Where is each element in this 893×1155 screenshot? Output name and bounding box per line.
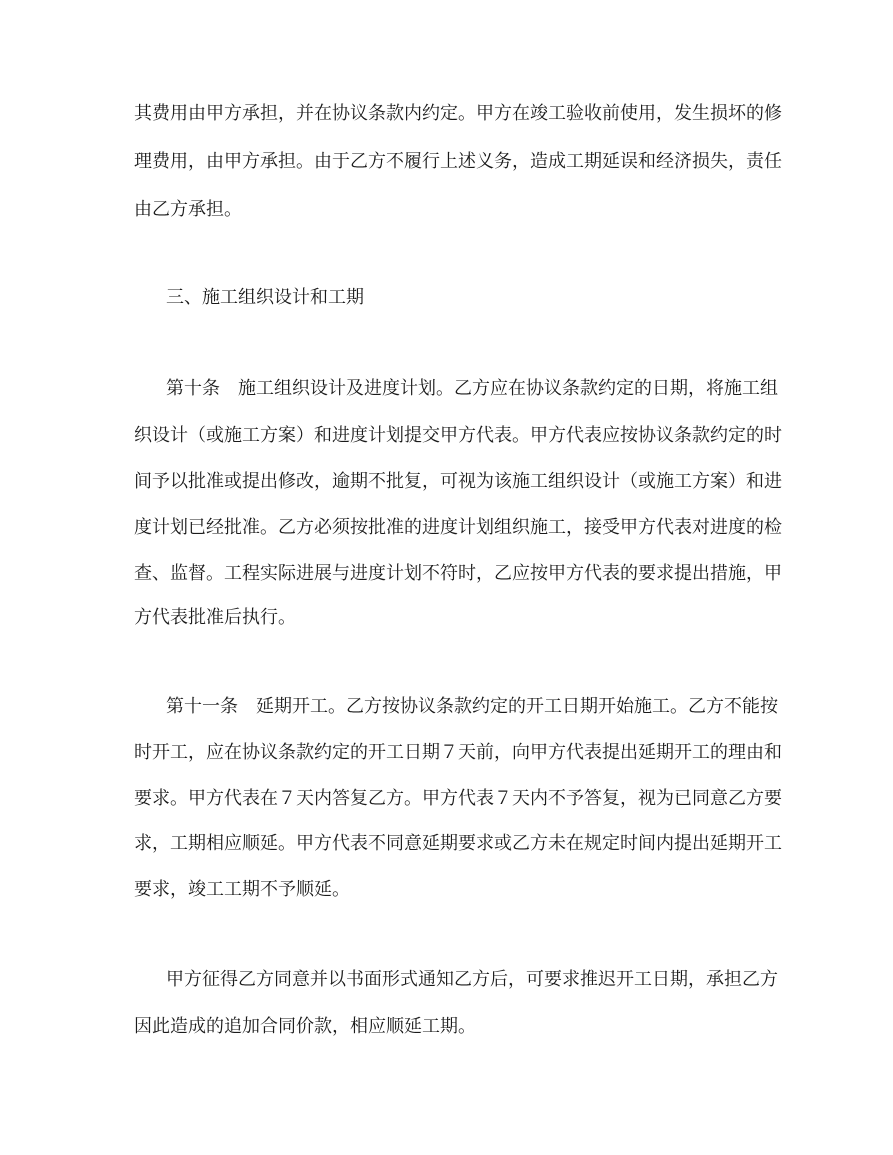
paragraph-line: 理费用，由甲方承担。由于乙方不履行上述义务，造成工期延误和经济损失，责任 — [134, 151, 782, 172]
article-10-line: 间予以批准或提出修改，逾期不批复，可视为该施工组织设计（或施工方案）和进 — [134, 471, 782, 492]
article-11-line: 要求，竣工工期不予顺延。 — [134, 879, 350, 900]
paragraph-line: 因此造成的追加合同价款，相应顺延工期。 — [134, 1016, 476, 1037]
article-11-line: 第十一条 延期开工。乙方按协议条款约定的开工日期开始施工。乙方不能按 — [166, 696, 778, 717]
article-10-line: 方代表批准后执行。 — [134, 607, 296, 628]
article-11-line: 时开工，应在协议条款约定的开工日期７天前，向甲方代表提出延期开工的理由和 — [134, 742, 782, 763]
article-10-line: 查、监督。工程实际进展与进度计划不符时，乙应按甲方代表的要求提出措施，甲 — [134, 563, 782, 584]
section-heading: 三、施工组织设计和工期 — [166, 287, 364, 308]
paragraph-line: 由乙方承担。 — [134, 199, 242, 220]
article-10-line: 度计划已经批准。乙方必须按批准的进度计划组织施工，接受甲方代表对进度的检 — [134, 517, 782, 538]
paragraph-line: 其费用由甲方承担，并在协议条款内约定。甲方在竣工验收前使用，发生损坏的修 — [134, 103, 782, 124]
article-10-line: 织设计（或施工方案）和进度计划提交甲方代表。甲方代表应按协议条款约定的时 — [134, 425, 782, 446]
article-11-line: 求，工期相应顺延。甲方代表不同意延期要求或乙方未在规定时间内提出延期开工 — [134, 833, 782, 854]
article-10-line: 第十条 施工组织设计及进度计划。乙方应在协议条款约定的日期，将施工组 — [166, 378, 778, 399]
article-11-line: 要求。甲方代表在７天内答复乙方。甲方代表７天内不予答复，视为已同意乙方要 — [134, 788, 782, 809]
paragraph-line: 甲方征得乙方同意并以书面形式通知乙方后，可要求推迟开工日期，承担乙方 — [166, 969, 778, 990]
